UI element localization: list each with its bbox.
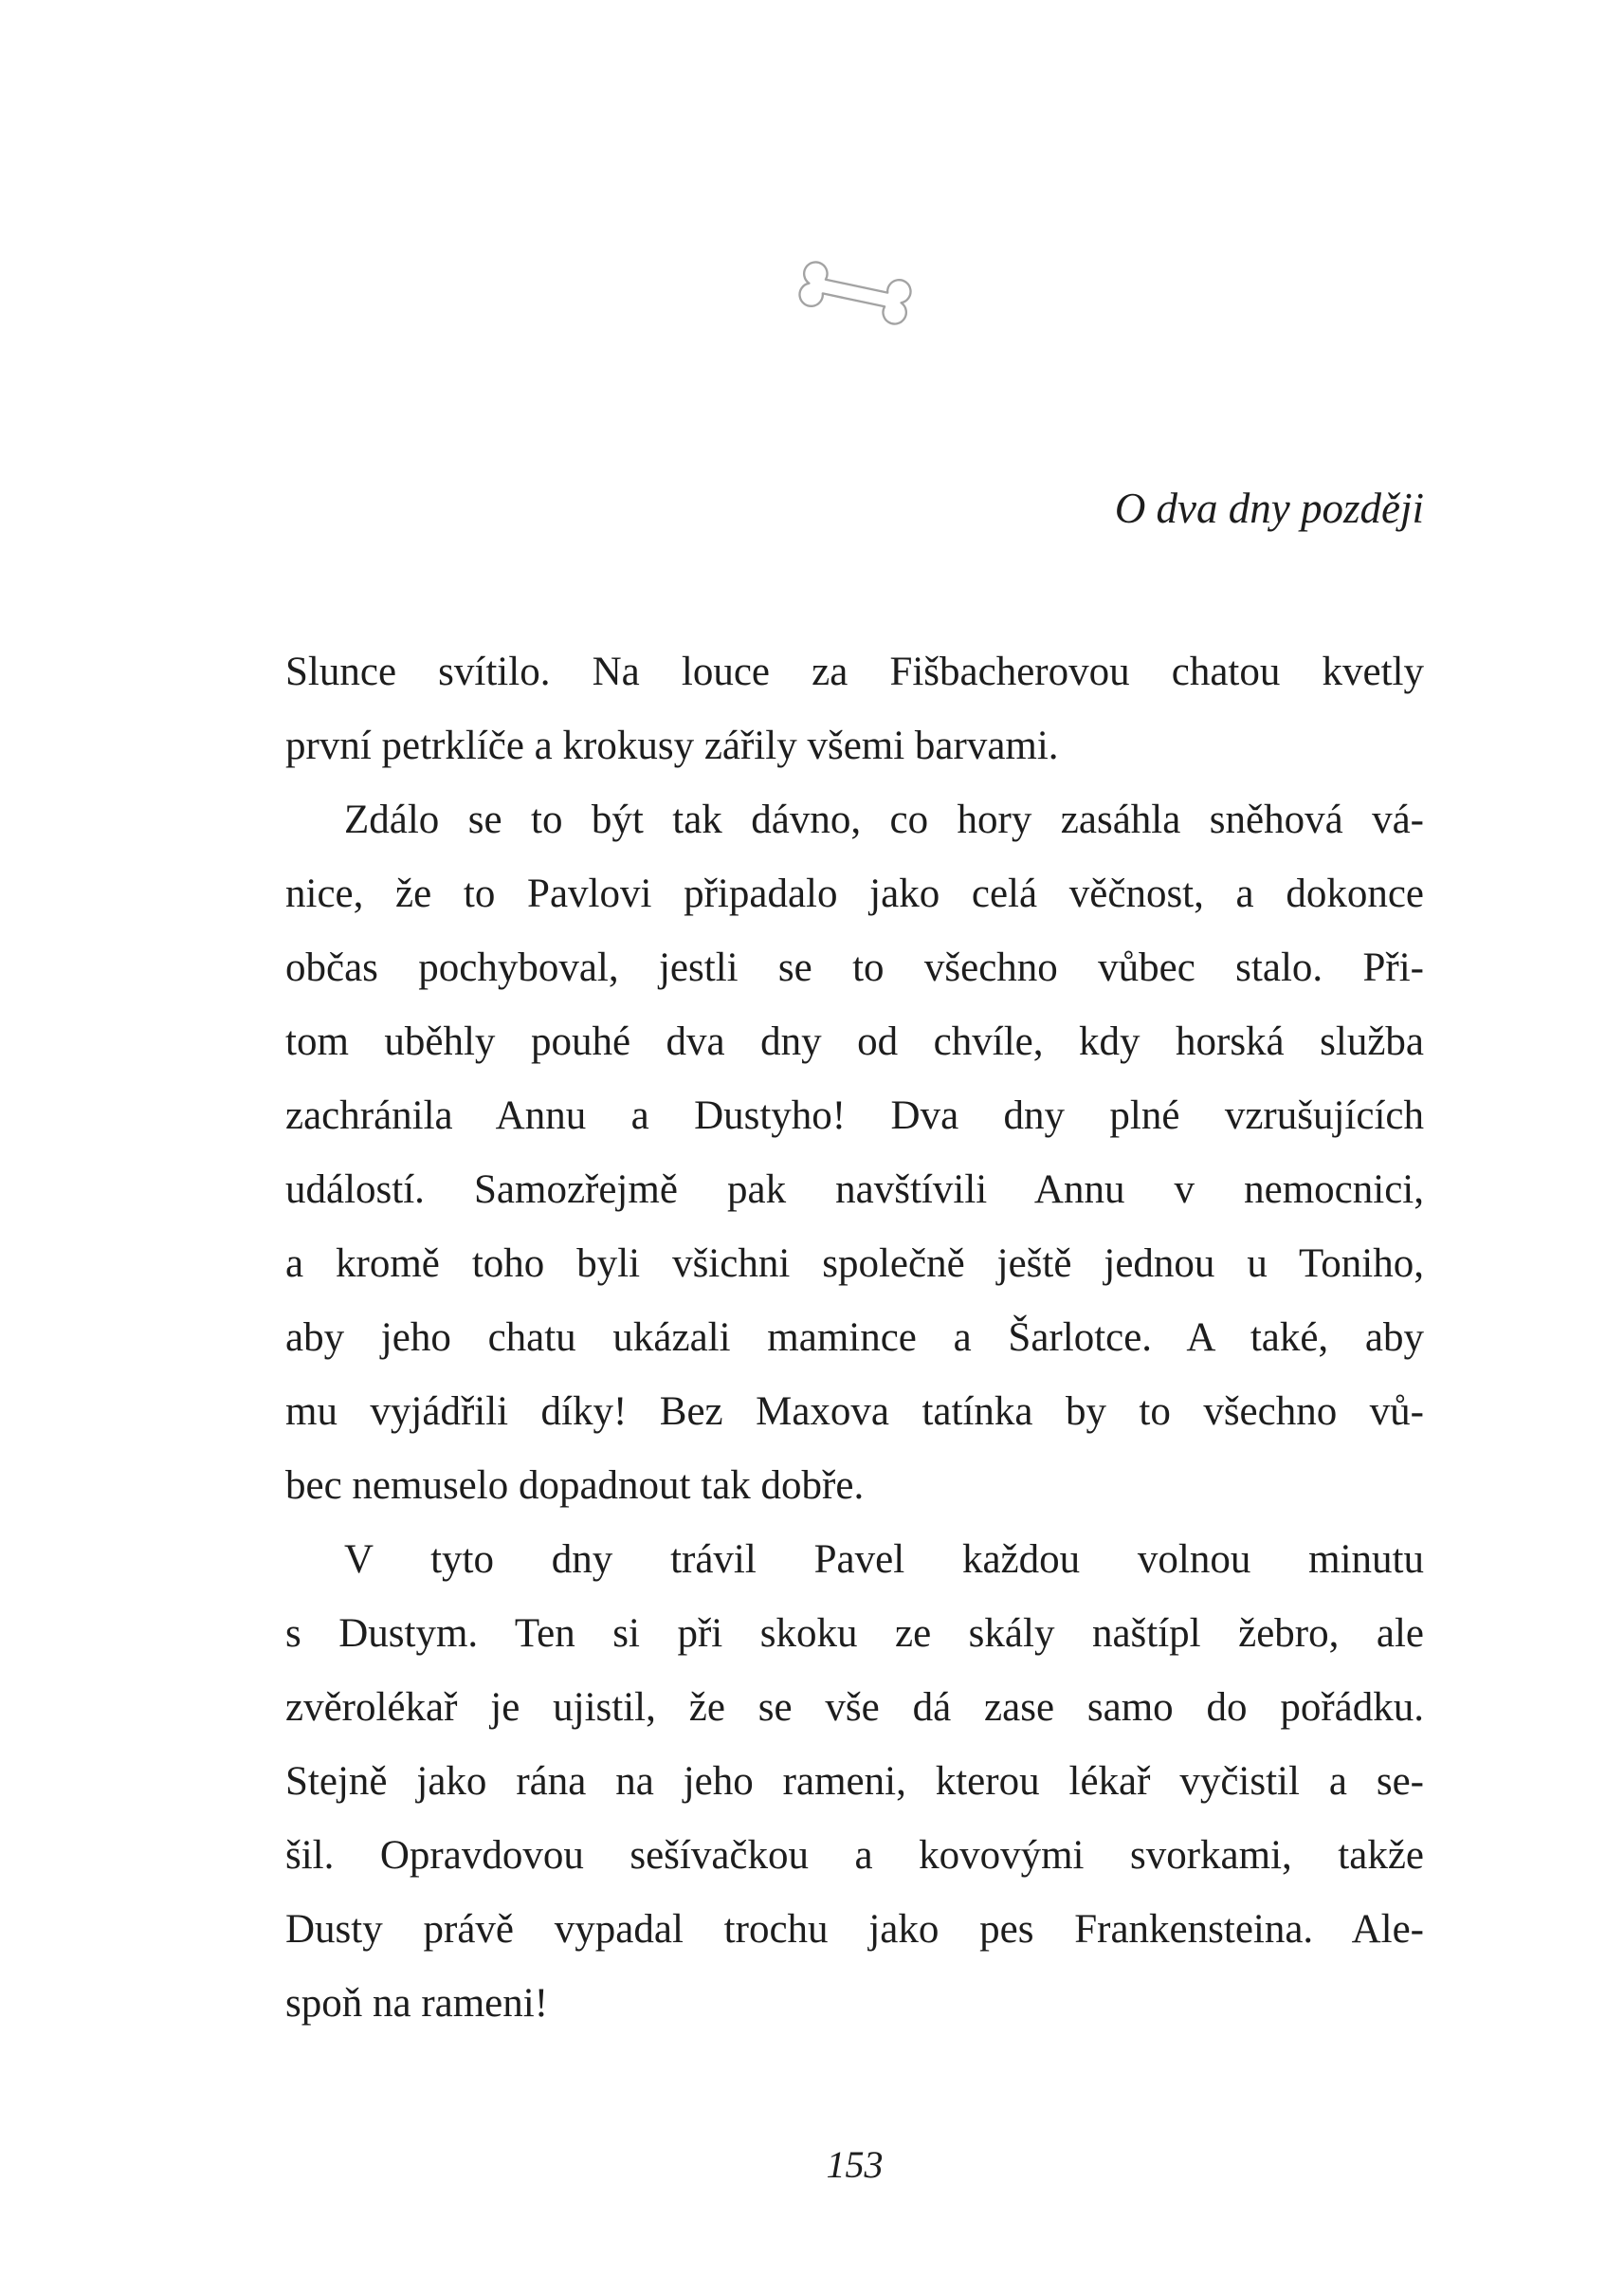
paragraph	[285, 635, 1424, 783]
paragraph	[285, 783, 1424, 1523]
text-line: Stejně jako rána na jeho rameni, kterou lékař vyčistil a se-	[285, 1759, 1424, 1804]
text-line: občas pochyboval, jestli se to všechno vůbec stalo. Při-	[285, 945, 1424, 990]
text-line: událostí. Samozřejmě pak navštívili Annu v nemocnici,	[285, 1167, 1424, 1212]
text-line: zvěrolékař je ujistil, že se vše dá zase samo do pořádku.	[285, 1685, 1424, 1730]
paragraph	[285, 1523, 1424, 2041]
text-line: tom uběhly pouhé dva dny od chvíle, kdy horská služba	[285, 1019, 1424, 1064]
chapter-ornament	[285, 248, 1424, 340]
text-line: mu vyjádřili díky! Bez Maxova tatínka by to všechno vů-	[285, 1389, 1424, 1434]
text-line: Dusty právě vypadal trochu jako pes Frankensteina. Ale-	[285, 1907, 1424, 1952]
page-number: 153	[826, 2143, 884, 2186]
text-line: spoň na rameni!	[285, 1981, 549, 2026]
text-line: Zdálo se to být tak dávno, co hory zasáhla sněhová vá-	[344, 798, 1424, 842]
text-line: zachránila Annu a Dustyho! Dva dny plné vzrušujících	[285, 1093, 1424, 1138]
body-text	[285, 635, 1424, 2041]
text-line: šil. Opravdovou sešívačkou a kovovými svorkami, takže	[285, 1833, 1424, 1878]
text-line: nice, že to Pavlovi připadalo jako celá věčnost, a dokonce	[285, 872, 1424, 916]
bone-icon	[784, 248, 926, 338]
text-line: bec nemuselo dopadnout tak dobře.	[285, 1463, 865, 1508]
text-line: s Dustym. Ten si při skoku ze skály naštípl žebro, ale	[285, 1611, 1424, 1656]
text-line: Slunce svítilo. Na louce za Fišbacherovou chatou kvetly	[285, 650, 1424, 694]
text-line: a kromě toho byli všichni společně ještě jednou u Toniho,	[285, 1241, 1424, 1286]
text-line: aby jeho chatu ukázali mamince a Šarlotce. A také, aby	[285, 1315, 1424, 1360]
content-column	[285, 248, 1424, 2189]
text-line: V tyto dny trávil Pavel každou volnou minutu	[344, 1537, 1424, 1582]
scene-heading: O dva dny později	[1114, 485, 1424, 532]
text-line: první petrklíče a krokusy zářily všemi barvami.	[285, 724, 1059, 768]
